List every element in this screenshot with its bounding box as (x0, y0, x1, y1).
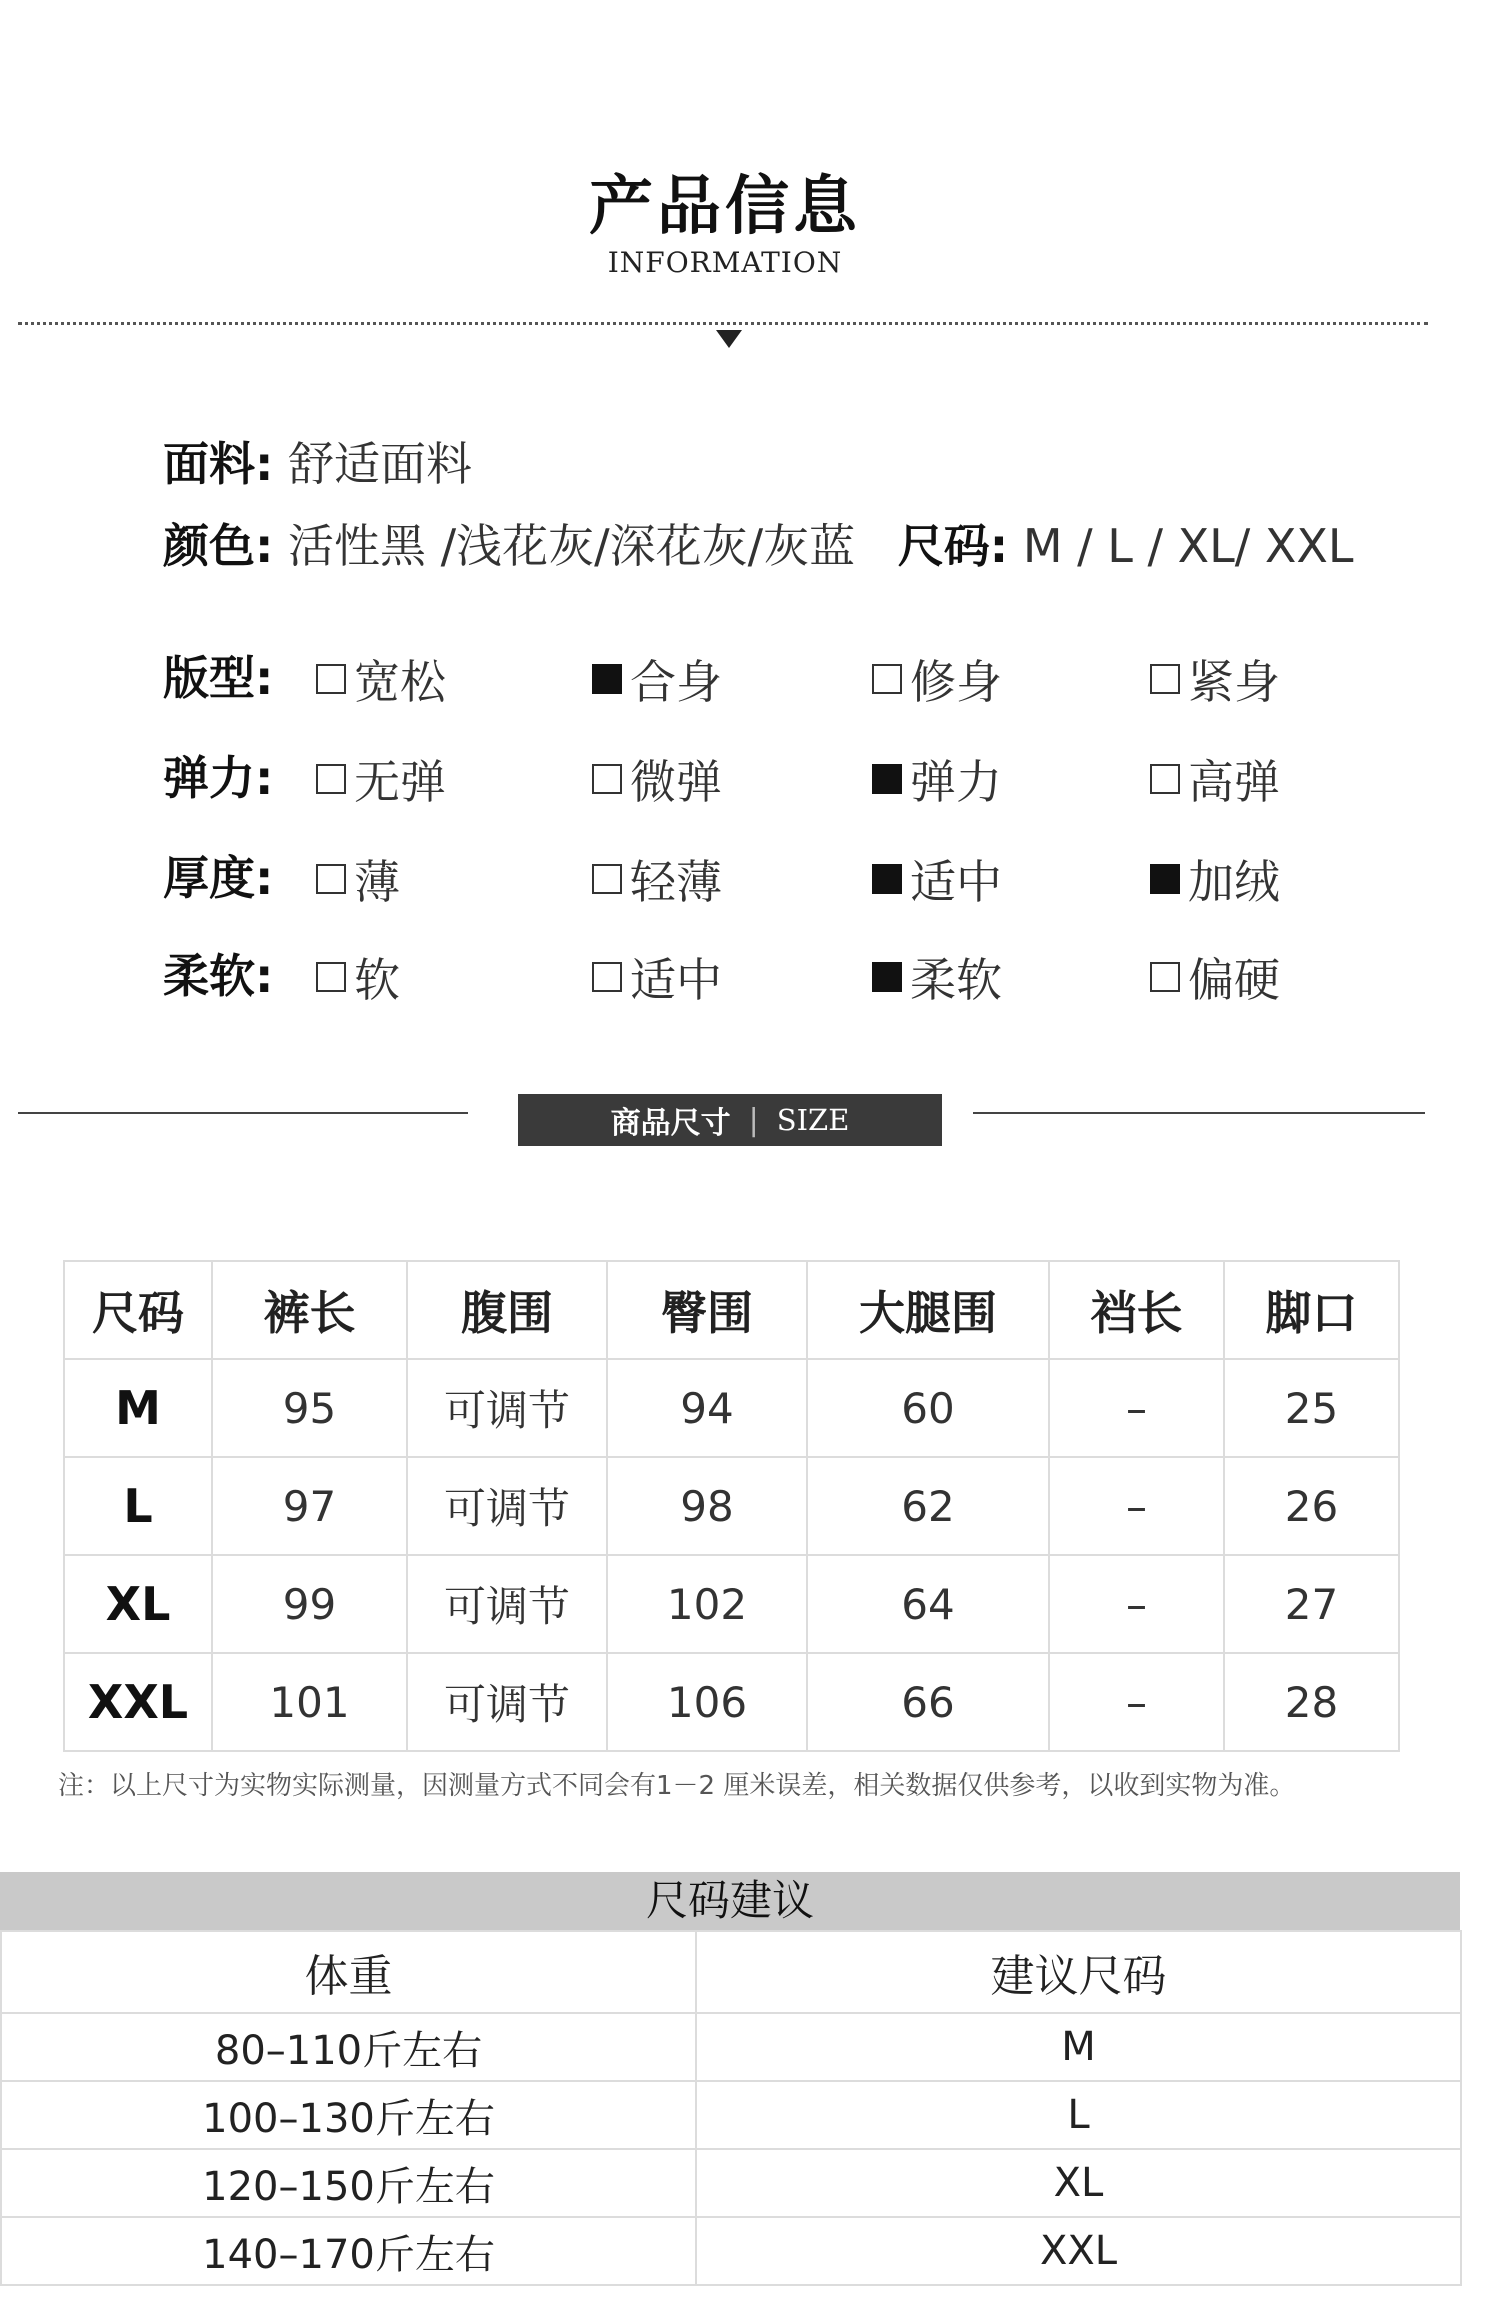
color-size-line (163, 510, 1354, 576)
attribute-option (872, 746, 1002, 812)
suggestion-table (0, 1930, 1462, 2286)
attribute-option (872, 646, 1002, 712)
size-header-cell: 尺码 (64, 1261, 212, 1359)
suggested-size-cell: XL (696, 2149, 1461, 2217)
size-header-cell: 脚口 (1224, 1261, 1399, 1359)
attribute-option-label: 弹力 (910, 755, 1002, 809)
size-cell: 97 (212, 1457, 407, 1555)
size-cell: 99 (212, 1555, 407, 1653)
size-cell: 可调节 (407, 1653, 607, 1751)
weight-cell: 100–130斤左右 (1, 2081, 696, 2149)
attribute-option-label: 无弹 (354, 755, 446, 809)
weight-cell: 120–150斤左右 (1, 2149, 696, 2217)
size-cell: 60 (807, 1359, 1049, 1457)
checkbox-empty-icon (1150, 962, 1180, 992)
checkbox-checked-icon (872, 764, 902, 794)
attribute-option (872, 944, 1002, 1010)
attribute-option (1150, 746, 1280, 812)
dotted-divider (18, 322, 1428, 325)
size-header-cell: 大腿围 (807, 1261, 1049, 1359)
size-banner (518, 1094, 942, 1146)
attribute-option-label: 柔软 (910, 953, 1002, 1007)
attribute-option (316, 944, 400, 1010)
checkbox-checked-icon (872, 864, 902, 894)
attribute-option-label: 薄 (354, 855, 400, 909)
attribute-option-label: 高弹 (1188, 755, 1280, 809)
size-cell: – (1049, 1653, 1224, 1751)
size-cell: 94 (607, 1359, 807, 1457)
size-cell: – (1049, 1359, 1224, 1457)
table-row (1, 2217, 1461, 2285)
suggested-size-cell: XXL (696, 2217, 1461, 2285)
color-value: 活性黑 /浅花灰/深花灰/灰蓝 (288, 519, 856, 573)
size-cell: 66 (807, 1653, 1049, 1751)
attribute-option (316, 846, 400, 912)
size-cell: 95 (212, 1359, 407, 1457)
attribute-option-label: 修身 (910, 655, 1002, 709)
page-subtitle: INFORMATION (607, 246, 843, 279)
size-cell: – (1049, 1555, 1224, 1653)
checkbox-empty-icon (592, 962, 622, 992)
checkbox-empty-icon (316, 664, 346, 694)
attribute-label: 版型: (163, 651, 274, 705)
size-cell: XXL (64, 1653, 212, 1751)
size-cell: 26 (1224, 1457, 1399, 1555)
table-row (64, 1555, 1399, 1653)
checkbox-empty-icon (316, 764, 346, 794)
size-cell: 98 (607, 1457, 807, 1555)
size-cell: 64 (807, 1555, 1049, 1653)
size-cell: 25 (1224, 1359, 1399, 1457)
checkbox-empty-icon (872, 664, 902, 694)
size-cell: 101 (212, 1653, 407, 1751)
banner-cn: 商品尺寸 (610, 1106, 731, 1141)
attribute-option (592, 846, 722, 912)
table-row (1, 2149, 1461, 2217)
attribute-option-label: 适中 (630, 953, 722, 1007)
attribute-option-label: 加绒 (1188, 855, 1280, 909)
size-cell: XL (64, 1555, 212, 1653)
suggestion-header-cell: 建议尺码 (696, 1931, 1461, 2013)
attribute-option-label: 适中 (910, 855, 1002, 909)
measurement-note: 注：以上尺寸为实物实际测量，因测量方式不同会有1－2 厘米误差，相关数据仅供参考，以收到实物为准。 (58, 1771, 1296, 1801)
attribute-option (1150, 646, 1280, 712)
size-header-cell: 腹围 (407, 1261, 607, 1359)
checkbox-empty-icon (592, 764, 622, 794)
suggestion-title: 尺码建议 (0, 1872, 1460, 1930)
suggestion-header-cell: 体重 (1, 1931, 696, 2013)
attribute-option (592, 646, 722, 712)
banner-line-left (18, 1112, 468, 1114)
size-cell: 102 (607, 1555, 807, 1653)
size-cell: 可调节 (407, 1457, 607, 1555)
size-cell: L (64, 1457, 212, 1555)
size-cell: 106 (607, 1653, 807, 1751)
attribute-option (316, 746, 446, 812)
attribute-option-label: 宽松 (354, 655, 446, 709)
fabric-key: 面料: (163, 437, 274, 491)
attribute-option (592, 944, 722, 1010)
suggestion-header-row (1, 1931, 1461, 2013)
attribute-option (592, 746, 722, 812)
attribute-option (1150, 846, 1280, 912)
size-cell: 62 (807, 1457, 1049, 1555)
suggested-size-cell: M (696, 2013, 1461, 2081)
table-row (1, 2013, 1461, 2081)
size-table-header-row (64, 1261, 1399, 1359)
attribute-label: 柔软: (163, 949, 274, 1003)
table-row (64, 1359, 1399, 1457)
checkbox-checked-icon (1150, 864, 1180, 894)
color-key: 颜色: (163, 519, 274, 573)
attribute-option-label: 偏硬 (1188, 953, 1280, 1007)
attribute-option-label: 紧身 (1188, 655, 1280, 709)
size-key: 尺码: (897, 519, 1009, 573)
attribute-label: 厚度: (163, 851, 274, 905)
attribute-option-label: 微弹 (630, 755, 722, 809)
size-cell: – (1049, 1457, 1224, 1555)
attribute-option-label: 合身 (630, 655, 722, 709)
weight-cell: 80–110斤左右 (1, 2013, 696, 2081)
size-cell: M (64, 1359, 212, 1457)
size-cell: 可调节 (407, 1359, 607, 1457)
attribute-option-label: 轻薄 (630, 855, 722, 909)
attribute-label: 弹力: (163, 751, 274, 805)
checkbox-empty-icon (316, 864, 346, 894)
attribute-option (1150, 944, 1280, 1010)
table-row (64, 1457, 1399, 1555)
size-cell: 27 (1224, 1555, 1399, 1653)
size-cell: 28 (1224, 1653, 1399, 1751)
size-header-cell: 臀围 (607, 1261, 807, 1359)
table-row (64, 1653, 1399, 1751)
size-header-cell: 裤长 (212, 1261, 407, 1359)
checkbox-empty-icon (1150, 664, 1180, 694)
size-cell: 可调节 (407, 1555, 607, 1653)
attribute-option (872, 846, 1002, 912)
banner-line-right (973, 1112, 1425, 1114)
table-row (1, 2081, 1461, 2149)
triangle-down-icon (716, 330, 742, 348)
banner-separator: | (748, 1102, 759, 1138)
checkbox-empty-icon (592, 864, 622, 894)
weight-cell: 140–170斤左右 (1, 2217, 696, 2285)
size-value: M / L / XL/ XXL (1022, 519, 1354, 573)
page-title: 产品信息 (589, 170, 861, 244)
size-table (63, 1260, 1400, 1752)
fabric-line (163, 428, 472, 494)
checkbox-empty-icon (1150, 764, 1180, 794)
checkbox-checked-icon (592, 664, 622, 694)
suggested-size-cell: L (696, 2081, 1461, 2149)
attribute-option (316, 646, 446, 712)
attribute-option-label: 软 (354, 953, 400, 1007)
size-header-cell: 裆长 (1049, 1261, 1224, 1359)
banner-en: SIZE (776, 1103, 850, 1137)
fabric-value: 舒适面料 (288, 437, 473, 491)
checkbox-checked-icon (872, 962, 902, 992)
checkbox-empty-icon (316, 962, 346, 992)
